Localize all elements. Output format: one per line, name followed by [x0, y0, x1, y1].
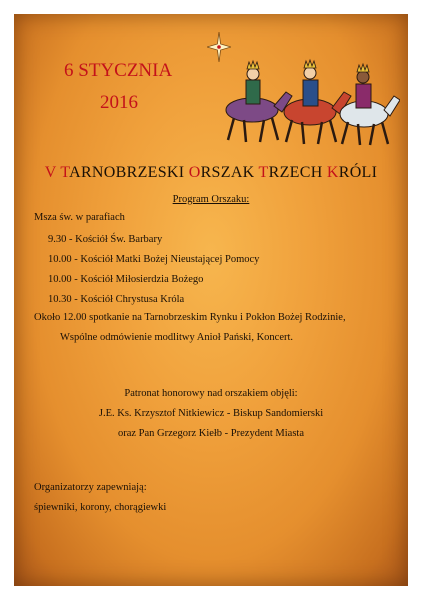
date-year: 2016 — [100, 92, 138, 113]
three-kings-on-horseback-icon — [214, 58, 400, 146]
organizers-intro: Organizatorzy zapewniają: — [34, 482, 147, 493]
patronage-line2: oraz Pan Grzegorz Kiełb - Prezydent Miasta — [117, 428, 304, 439]
program-mass-item: 9.30 - Kościół Św. Barbary — [48, 234, 163, 245]
poster — [14, 14, 408, 586]
patronage-line1: J.E. Ks. Krzysztof Nitkiewicz - Biskup Sandomierski — [98, 408, 324, 419]
program-mass-item: 10.00 - Kościół Matki Bożej Nieustającej Pomocy — [48, 254, 260, 265]
headline-part: ARNOBRZESKI — [69, 164, 189, 181]
organizers-items: śpiewniki, korony, chorągiewki — [34, 502, 167, 513]
headline-part: RSZAK — [200, 164, 259, 181]
headline-part: T — [60, 164, 70, 181]
date-day: 6 STYCZNIA — [64, 60, 173, 81]
program-title: Program Orszaku: — [172, 194, 250, 205]
headline-part: RZECH — [268, 164, 327, 181]
headline-part: O — [188, 164, 201, 181]
headline-part: V — [44, 164, 61, 181]
program-mass-item: 10.30 - Kościół Chrystusa Króla — [48, 294, 185, 305]
headline — [14, 164, 408, 182]
headline-part: T — [258, 164, 269, 181]
program-meeting-line2: Wspólne odmówienie modlitwy Anioł Pański, Koncert. — [60, 332, 294, 343]
program-mass-item: 10.00 - Kościół Miłosierdzia Bożego — [48, 274, 204, 285]
program-meeting-line1: Około 12.00 spotkanie na Tarnobrzeskim Rynku i Pokłon Bożej Rodzinie, — [34, 312, 346, 323]
headline-part: K — [326, 164, 339, 181]
patronage-intro: Patronat honorowy nad orszakiem objęli: — [124, 388, 298, 399]
program-intro: Msza św. w parafiach — [34, 212, 125, 223]
headline-part: RÓLI — [338, 164, 378, 181]
